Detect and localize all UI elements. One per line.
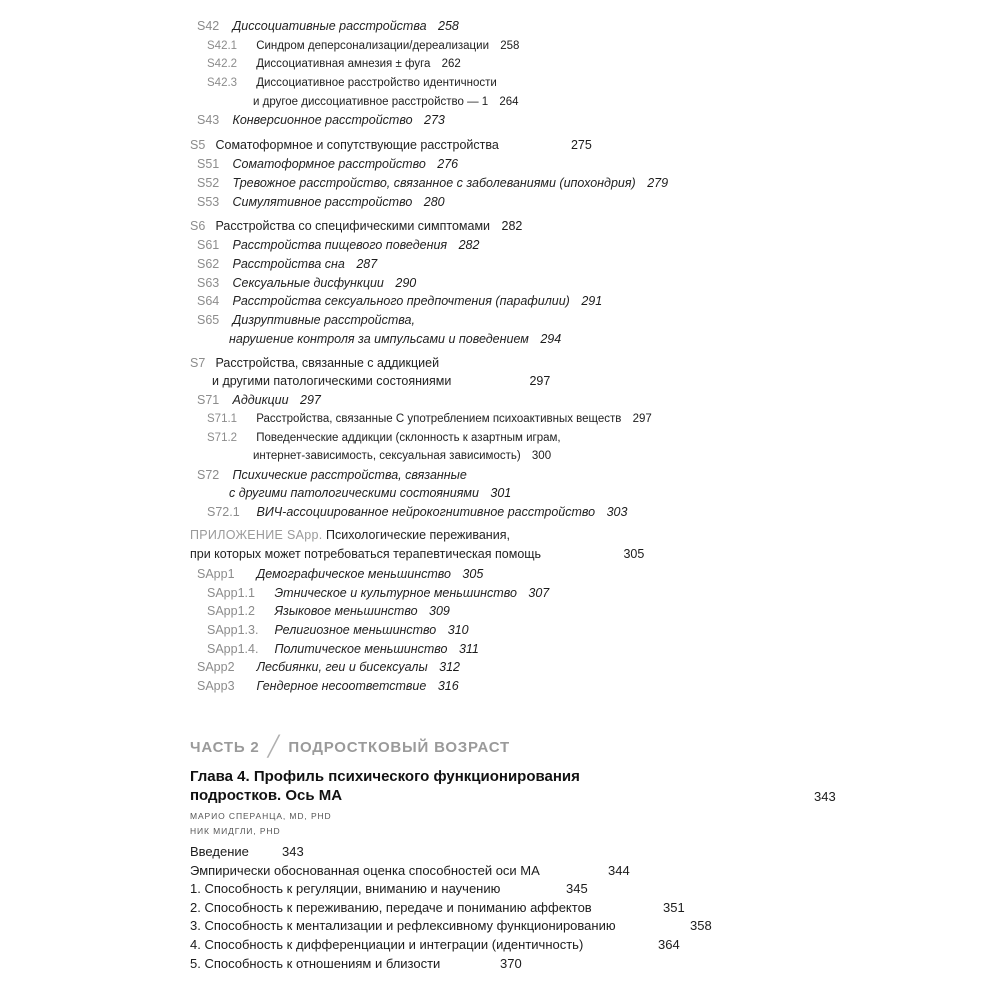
toc-title: Синдром деперсонализации/дереализации <box>256 40 489 52</box>
toc-entry <box>207 621 469 639</box>
toc-entry <box>197 292 602 310</box>
toc-page: 290 <box>395 276 417 290</box>
toc-page: 280 <box>423 195 445 209</box>
section-page: 344 <box>608 863 630 878</box>
toc-entry <box>253 93 519 111</box>
toc-code: SApp3 <box>197 679 235 693</box>
toc-title: Расстройства пищевого поведения <box>232 238 448 252</box>
toc-entry <box>190 136 592 154</box>
toc-page: 300 <box>531 450 552 462</box>
toc-page: 303 <box>606 505 628 519</box>
toc-page: 273 <box>424 113 445 127</box>
toc-title: Диссоциативная амнезия ± фуга <box>256 58 431 70</box>
toc-title: Аддикции <box>232 393 289 407</box>
toc-code: S42.1 <box>207 40 238 52</box>
toc-page: 297 <box>632 413 652 425</box>
toc-page: 305 <box>462 567 484 581</box>
toc-title: Соматоформное и сопутствующие расстройства <box>215 138 499 152</box>
toc-entry <box>207 429 561 447</box>
toc-code: S71.2 <box>207 432 238 444</box>
chapter-page: 343 <box>814 789 836 804</box>
part-heading <box>190 733 510 758</box>
toc-entry <box>207 410 652 428</box>
toc-title: нарушение контроля за импульсами и поведением <box>229 332 529 346</box>
toc-code: S43 <box>197 113 220 127</box>
toc-page: 276 <box>437 157 459 171</box>
toc-page: 291 <box>581 294 603 308</box>
toc-page: 309 <box>429 604 450 618</box>
toc-title: и другое диссоциативное расстройство — 1 <box>253 96 489 108</box>
toc-entry <box>197 677 459 695</box>
toc-code: S53 <box>197 195 220 209</box>
toc-entry <box>197 274 416 292</box>
toc-title: с другими патологическими состояниями <box>229 486 479 500</box>
toc-title: Демографическое меньшинство <box>256 567 451 581</box>
toc-title: Религиозное меньшинство <box>274 623 437 637</box>
toc-page: 258 <box>500 40 520 52</box>
toc-entry <box>229 330 561 348</box>
toc-code: S63 <box>197 276 220 290</box>
toc-code: SApp1 <box>197 567 235 581</box>
toc-entry <box>207 602 450 620</box>
toc-title: Лесбиянки, геи и бисексуалы <box>256 660 428 674</box>
toc-entry <box>197 565 483 583</box>
toc-code: S7 <box>190 356 206 370</box>
section-page: 351 <box>663 900 685 915</box>
toc-code: S72.1 <box>207 505 240 519</box>
toc-page: 297 <box>529 374 551 388</box>
toc-code: S42.3 <box>207 77 238 89</box>
toc-entry <box>197 17 459 35</box>
toc-title: Сексуальные дисфункции <box>232 276 384 290</box>
section-title: 4. Способность к дифференциации и интеграции (идентичность) <box>190 937 584 952</box>
toc-page: 258 <box>438 19 459 33</box>
toc-page: 282 <box>501 219 523 233</box>
toc-entry <box>197 311 415 329</box>
toc-code: S51 <box>197 157 220 171</box>
toc-title: Расстройства сна <box>232 257 345 271</box>
toc-entry <box>207 640 479 658</box>
part-label: ЧАСТЬ 2 <box>190 739 260 756</box>
toc-code: SApp1.1 <box>207 586 255 600</box>
toc-entry <box>190 526 510 544</box>
toc-page: 307 <box>528 586 550 600</box>
toc-title: при которых может потребоваться терапевтическая помощь <box>190 547 542 561</box>
toc-title: Психологические переживания, <box>326 528 510 542</box>
toc-title: Симулятивное расстройство <box>232 195 413 209</box>
chapter-title-line1: Глава 4. Профиль психического функционирования <box>190 768 580 785</box>
section-title: Введение <box>190 844 249 859</box>
part-title: ПОДРОСТКОВЫЙ ВОЗРАСТ <box>288 739 510 756</box>
toc-code: SApp2 <box>197 660 235 674</box>
section-entry <box>190 862 630 880</box>
toc-title: Поведенческие аддикции (склонность к азартным играм, <box>256 432 561 444</box>
toc-entry <box>190 217 522 235</box>
toc-entry <box>207 503 627 521</box>
toc-title: интернет-зависимость, сексуальная зависимость) <box>253 450 521 462</box>
toc-code: S72 <box>197 468 220 482</box>
section-page: 358 <box>690 918 712 933</box>
toc-title: Политическое меньшинство <box>274 642 448 656</box>
toc-title: Дизруптивные расстройства, <box>232 313 415 327</box>
toc-title: и другими патологическими состояниями <box>212 374 452 388</box>
section-title: 2. Способность к переживанию, передаче и пониманию аффектов <box>190 900 592 915</box>
section-entry <box>190 899 685 917</box>
slash-divider: ╱ <box>267 736 281 758</box>
toc-title: Расстройства, связанные С употреблением психоактивных веществ <box>256 413 622 425</box>
toc-code: S42.2 <box>207 58 238 70</box>
toc-page: 310 <box>447 623 469 637</box>
toc-code: SApp1.3. <box>207 623 259 637</box>
toc-entry <box>197 391 321 409</box>
toc-title: Диссоциативное расстройство идентичности <box>256 77 497 89</box>
toc-code: SApp1.4. <box>207 642 259 656</box>
section-title: 3. Способность к ментализации и рефлексивному функционированию <box>190 918 616 933</box>
toc-entry <box>190 354 439 372</box>
toc-entry <box>197 193 445 211</box>
chapter-title-line2: подростков. Ось МА <box>190 787 343 804</box>
toc-title: Конверсионное расстройство <box>232 113 413 127</box>
toc-title: Этническое и культурное меньшинство <box>274 586 517 600</box>
toc-title: Языковое меньшинство <box>274 604 418 618</box>
section-page: 343 <box>282 844 304 859</box>
toc-title: ВИЧ-ассоциированное нейрокогнитивное расстройство <box>256 505 596 519</box>
toc-page: 262 <box>441 58 461 70</box>
toc-entry <box>212 372 550 390</box>
toc-entry <box>197 255 377 273</box>
section-title: 1. Способность к регуляции, вниманию и научению <box>190 881 501 896</box>
toc-entry <box>197 466 467 484</box>
toc-entry <box>197 236 479 254</box>
toc-code: S65 <box>197 313 220 327</box>
section-entry <box>190 917 712 935</box>
toc-title: Расстройства, связанные с аддикцией <box>215 356 440 370</box>
toc-code: S71.1 <box>207 413 238 425</box>
toc-entry <box>197 155 458 173</box>
toc-page: 297 <box>300 393 321 407</box>
toc-code: S61 <box>197 238 220 252</box>
toc-page: 294 <box>540 332 562 346</box>
toc-page: 316 <box>437 679 459 693</box>
toc-page: 287 <box>356 257 378 271</box>
chapter-author: МАРИО СПЕРАНЦА, MD, PHD <box>190 811 332 821</box>
toc-page: 264 <box>499 96 519 108</box>
toc-code: S42 <box>197 19 220 33</box>
toc-entry <box>207 74 497 92</box>
toc-entry <box>197 174 668 192</box>
toc-page: 275 <box>570 138 592 152</box>
toc-title: Расстройства сексуального предпочтения (парафилии) <box>232 294 570 308</box>
appendix-label: ПРИЛОЖЕНИЕ SApp. <box>190 528 323 542</box>
toc-entry <box>207 55 461 73</box>
toc-code: S52 <box>197 176 220 190</box>
toc-page: 305 <box>623 547 645 561</box>
toc-entry <box>207 37 519 55</box>
toc-title: Гендерное несоответствие <box>256 679 427 693</box>
toc-entry <box>253 447 551 465</box>
toc-page: 282 <box>458 238 480 252</box>
toc-title: Тревожное расстройство, связанное с заболеваниями (ипохондрия) <box>232 176 636 190</box>
section-entry <box>190 955 522 973</box>
toc-code: SApp1.2 <box>207 604 255 618</box>
toc-entry <box>207 584 549 602</box>
toc-entry <box>229 484 511 502</box>
section-entry <box>190 843 304 861</box>
section-entry <box>190 880 588 898</box>
section-page: 345 <box>566 881 588 896</box>
toc-title: Расстройства со специфическими симптомами <box>215 219 491 233</box>
section-title: 5. Способность к отношениям и близости <box>190 956 441 971</box>
toc-entry <box>197 658 460 676</box>
toc-code: S64 <box>197 294 220 308</box>
toc-page: 301 <box>490 486 512 500</box>
section-page: 370 <box>500 956 522 971</box>
toc-code: S71 <box>197 393 220 407</box>
toc-title: Соматоформное расстройство <box>232 157 426 171</box>
toc-title: Диссоциативные расстройства <box>232 19 427 33</box>
toc-entry <box>197 111 445 129</box>
toc-page: 311 <box>458 642 479 656</box>
toc-page: 312 <box>439 660 460 674</box>
toc-code: S5 <box>190 138 206 152</box>
toc-page: 279 <box>647 176 669 190</box>
section-title: Эмпирически обоснованная оценка способностей оси МА <box>190 863 540 878</box>
chapter-author: НИК МИДГЛИ, PHD <box>190 826 281 836</box>
section-entry <box>190 936 680 954</box>
toc-entry <box>190 545 644 563</box>
section-page: 364 <box>658 937 680 952</box>
toc-code: S62 <box>197 257 220 271</box>
toc-title: Психические расстройства, связанные <box>232 468 467 482</box>
toc-code: S6 <box>190 219 206 233</box>
